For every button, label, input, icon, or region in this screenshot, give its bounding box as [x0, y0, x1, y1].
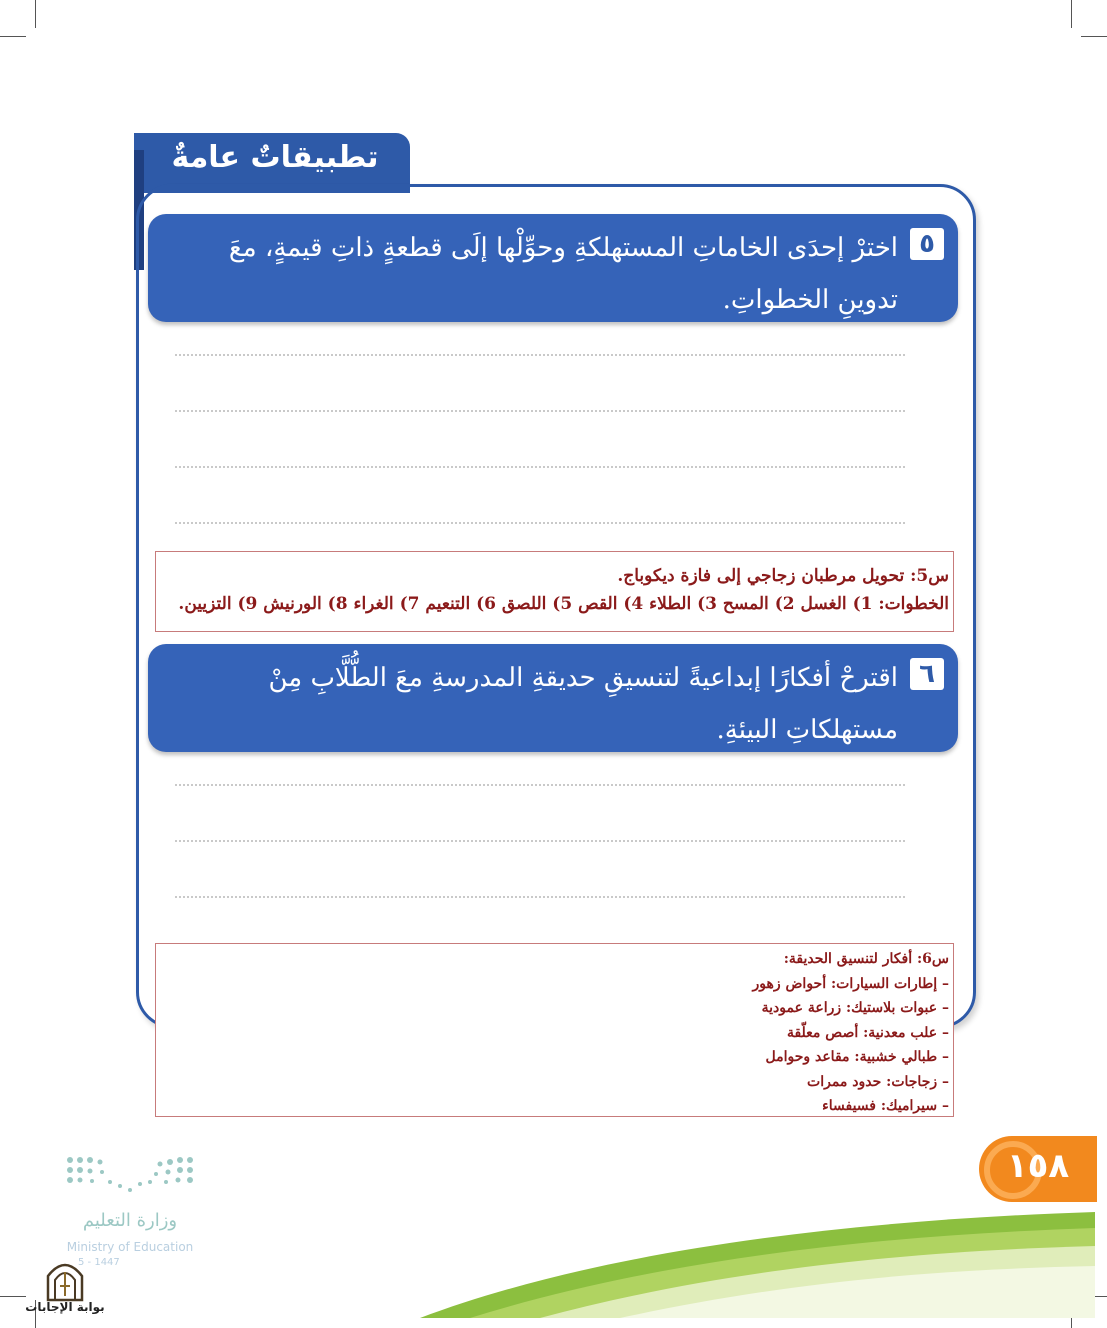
crop-mark [1081, 36, 1107, 37]
answer-line[interactable] [175, 522, 905, 524]
answer-text: – عبوات بلاستيك: زراعة عمودية [761, 1000, 949, 1016]
question-6-answer-box [155, 943, 954, 1117]
portal-logo-icon [44, 1256, 86, 1302]
question-6-text: اقترحْ أفكارًا إبداعيةً لتنسيقِ حديقةِ المدرسةِ معَ الطُّلَّابِ مِنْ مستهلكاتِ البيئةِ. [268, 663, 898, 745]
crop-mark [0, 1296, 26, 1297]
page-number: ١٥٨ [1006, 1146, 1070, 1186]
edition-year: 5 - 1447 [78, 1257, 120, 1268]
answer-text: – إطارات السيارات: أحواض زهور [752, 975, 949, 992]
answer-text: – زجاجات: حدود ممرات [807, 1073, 949, 1090]
answer-text: الخطوات: 1) الغسل 2) المسح 3) الطلاء 4) القص 5) اللصق 6) التنعيم 7) الغراء 8) الورنيش 9) التزيين. [178, 594, 949, 614]
answer-line[interactable] [175, 410, 905, 412]
portal-label: بوابة الإجابات [25, 1300, 105, 1314]
answer-text: س5: تحويل مرطبان زجاجي إلى فازة ديكوباج. [617, 566, 949, 586]
question-5-number: ٥ [910, 228, 944, 260]
answer-line[interactable] [175, 784, 905, 786]
crop-mark [1071, 0, 1072, 28]
question-5-banner [148, 214, 958, 322]
question-6-banner [148, 644, 958, 752]
answer-text: – طبالي خشبية: مقاعد وحوامل [765, 1049, 949, 1065]
crop-mark [1081, 1296, 1107, 1297]
answer-line[interactable] [175, 896, 905, 898]
ministry-name-arabic: وزارة التعليم [82, 1210, 178, 1231]
answer-text: – علب معدنية: أصص معلّقة [786, 1024, 949, 1041]
crop-mark [1071, 1300, 1072, 1328]
ministry-name-english: Ministry of Education [66, 1240, 194, 1254]
section-title: تطبيقاتٌ عامةٌ [171, 140, 379, 175]
answer-text: س6: أفكار لتنسيق الحديقة: [783, 951, 949, 967]
crop-mark [0, 36, 26, 37]
answer-text: – سيراميك: فسيفساء [822, 1098, 949, 1114]
question-5-answer-box [155, 551, 954, 632]
ministry-logo-icon [60, 1150, 200, 1210]
answer-line[interactable] [175, 840, 905, 842]
question-6-number: ٦ [910, 658, 944, 690]
answer-line[interactable] [175, 354, 905, 356]
crop-mark [35, 0, 36, 28]
answer-line[interactable] [175, 466, 905, 468]
question-5-text: اخترْ إحدَى الخاماتِ المستهلكةِ وحوِّلْها إلَى قطعةٍ ذاتِ قيمةٍ، معَ تدوينِ الخطواتِ. [228, 233, 898, 315]
